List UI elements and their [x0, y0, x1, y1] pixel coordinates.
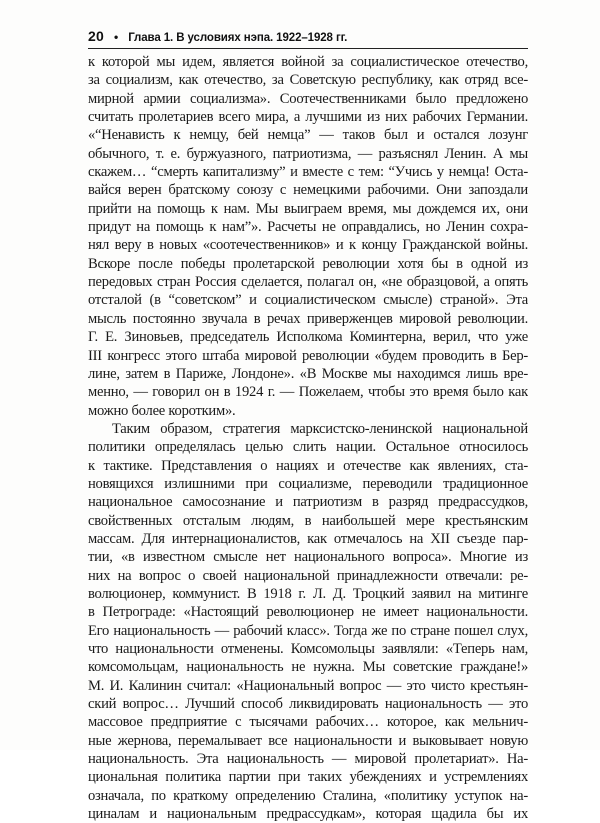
- text-line: ский вопрос… Лучший способ ликвидировать национальность — это: [88, 696, 528, 713]
- paragraph: [88, 420, 528, 823]
- text-line: Его национальность — рабочий класс». Тогда же по стране пошел слух,: [88, 622, 528, 639]
- text-line: означала, по краткому определению Сталина, «политику уступок на-: [88, 787, 528, 804]
- text-line: массам. Для интернационалистов, как отмечалось на XII съезде пар-: [88, 530, 528, 547]
- text-line: Г. Е. Зиновьев, председатель Исполкома Коминтерна, верил, что уже: [88, 329, 528, 346]
- text-line: массовое предприятие с тысячами рабочих… которое, как мельнич-: [88, 714, 528, 731]
- text-line: новящихся излишними при социализме, переводили традиционное: [88, 475, 528, 492]
- text-line: Вскоре после победы пролетарской революции хотя бы в одной из: [88, 255, 528, 272]
- text-line: ные жернова, перемалывает все национальности и выковывает новую: [88, 732, 528, 749]
- text-line: Таким образом, стратегия марксистско-ленинской национальной: [112, 420, 528, 437]
- text-line: политики определялась целью слить нации. Остальное относилось: [88, 439, 528, 456]
- text-line: них на вопрос о своей национальной принадлежности отвечали: ре-: [88, 567, 528, 584]
- text-line: лине, затем в Париже, Лондоне». «В Москве мы находимся лишь вре-: [88, 365, 528, 382]
- text-line: национальность. Эта национальность — мировой пролетариат». На-: [88, 751, 528, 768]
- text-line: за социализм, как отечество, за Советскую республику, как отряд все-: [88, 72, 528, 89]
- text-line: обычного, т. е. буржуазного, патриотизма, — разъяснял Ленин. А мы: [88, 145, 528, 162]
- text-line: нял веру в новых «соотечественников» и к концу Гражданской войны.: [88, 237, 528, 254]
- text-line: тии, «в известном смысле нет национального вопроса». Многие из: [88, 549, 528, 566]
- text-line: свойственных отсталым людям, в наибольшей мере крестьянским: [88, 512, 528, 529]
- page-number: 20: [88, 28, 104, 44]
- text-line: что национальности отменены. Комсомольцы заявляли: «Теперь нам,: [88, 641, 528, 657]
- text-line: циональная политика партии при таких убеждениях и устремлениях: [88, 769, 528, 786]
- text-line: «“Ненависть к немцу, бей немца” — таков был и остался лозунг: [88, 127, 528, 144]
- text-line: мирной армии социализма». Соотечественниками было предложено: [88, 90, 528, 107]
- text-line: к которой мы идем, является войной за социалистическое отечество,: [88, 54, 528, 70]
- text-line: отсталой (в “советском” и социалистическом смысле) страной». Эта: [88, 292, 528, 309]
- body-text: [88, 53, 528, 823]
- text-line: прийти на помощь к нам. Мы выиграем время, мы дождемся их, они: [88, 200, 528, 217]
- paragraph: [88, 53, 528, 420]
- text-line: М. И. Калинин считал: «Национальный вопрос — это чисто крестьян-: [88, 677, 528, 694]
- text-line: циналам и национальным предрассудкам», которая щадила бы их: [88, 806, 528, 823]
- text-line: волюционер, коммунист. В 1918 г. Л. Д. Троцкий заявил на митинге: [88, 585, 528, 602]
- running-header: [88, 28, 528, 48]
- text-line: III конгресс этого штаба мировой революции «будем проводить в Бер-: [88, 347, 528, 364]
- header-rule: [88, 48, 528, 49]
- text-line: мысль постоянно звучала в речах приверженцев мировой революции.: [88, 310, 528, 327]
- text-line: передовых стран Россия сделается, полагал он, «не образцовой, а опять: [88, 274, 528, 291]
- text-line: менно, — говорил он в 1924 г. — Пожелаем, чтобы это время было как: [88, 384, 528, 401]
- text-line: к тактике. Представления о нациях и отечестве как явлениях, ста-: [88, 457, 528, 474]
- text-line: считать пролетариев всего мира, а лучшими из них рабочих Германии.: [88, 109, 528, 126]
- text-line: скажем… “смерть капитализму” и вместе с тем: “Учись у немца! Остa-: [88, 164, 528, 181]
- text-line: национальное самосознание и патриотизм в разряд предрассудков,: [88, 494, 528, 511]
- text-line: вайся верен братскому союзу с немецкими рабочими. Они запоздали: [88, 182, 528, 199]
- text-line: придут на помощь к нам”». Расчеты не оправдались, но Ленин сохра-: [88, 219, 528, 236]
- text-line: комсомольцам, национальность не нужна. Мы советские граждане!»: [88, 659, 528, 676]
- text-line: можно более коротким».: [88, 402, 236, 419]
- bullet-separator: •: [113, 30, 119, 44]
- text-line: в Петрограде: «Настоящий революционер не имеет национальности.: [88, 604, 528, 621]
- chapter-title: Глава 1. В условиях нэпа. 1922–1928 гг.: [128, 32, 348, 44]
